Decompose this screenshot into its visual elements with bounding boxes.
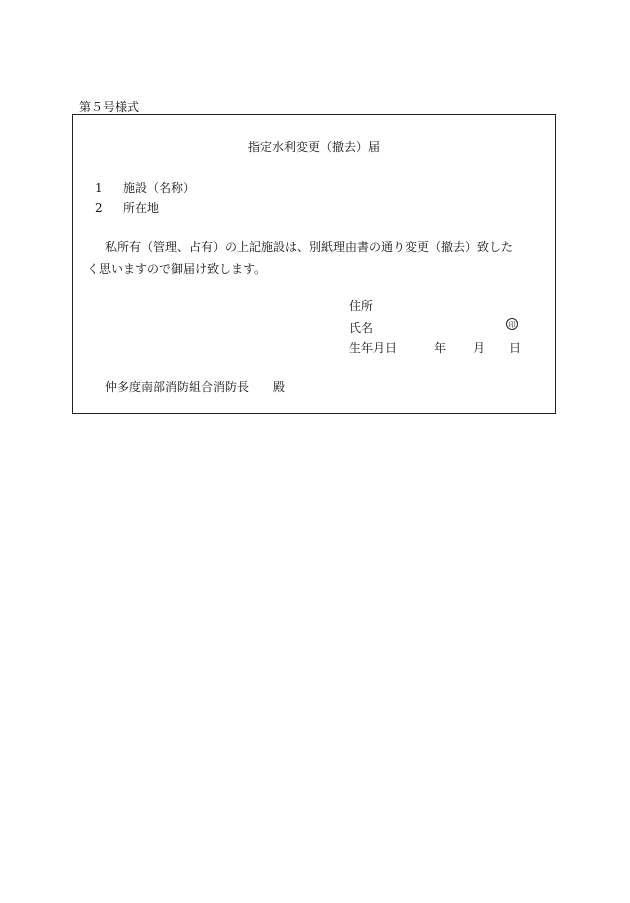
address-label: 住所 bbox=[349, 299, 374, 313]
body-paragraph bbox=[87, 236, 517, 280]
item-facility-name bbox=[93, 179, 195, 196]
day-unit: 日 bbox=[509, 341, 522, 355]
form-box bbox=[72, 114, 556, 414]
addressee-name: 仲多度南部消防組合消防長 bbox=[105, 380, 250, 394]
form-number: 第５号様式 bbox=[79, 100, 140, 114]
honorific: 殿 bbox=[273, 380, 286, 394]
item-label: 施設（名称） bbox=[123, 181, 196, 195]
item-location bbox=[93, 199, 159, 216]
year-unit: 年 bbox=[434, 341, 447, 355]
birth-date-label: 生年月日 bbox=[349, 341, 398, 355]
item-number: 2 bbox=[95, 201, 103, 215]
item-label: 所在地 bbox=[123, 201, 160, 215]
month-unit: 月 bbox=[473, 341, 486, 355]
item-number: 1 bbox=[95, 181, 103, 195]
seal-mark-icon: 印 bbox=[506, 318, 518, 330]
form-title: 指定水利変更（撤去）届 bbox=[247, 140, 380, 154]
name-label: 氏名 bbox=[349, 321, 374, 335]
body-text: 私所有（管理、占有）の上記施設は、別紙理由書の通り変更（撤去）致したく思いますので御届け致します。 bbox=[87, 240, 514, 276]
addressee bbox=[105, 378, 285, 395]
